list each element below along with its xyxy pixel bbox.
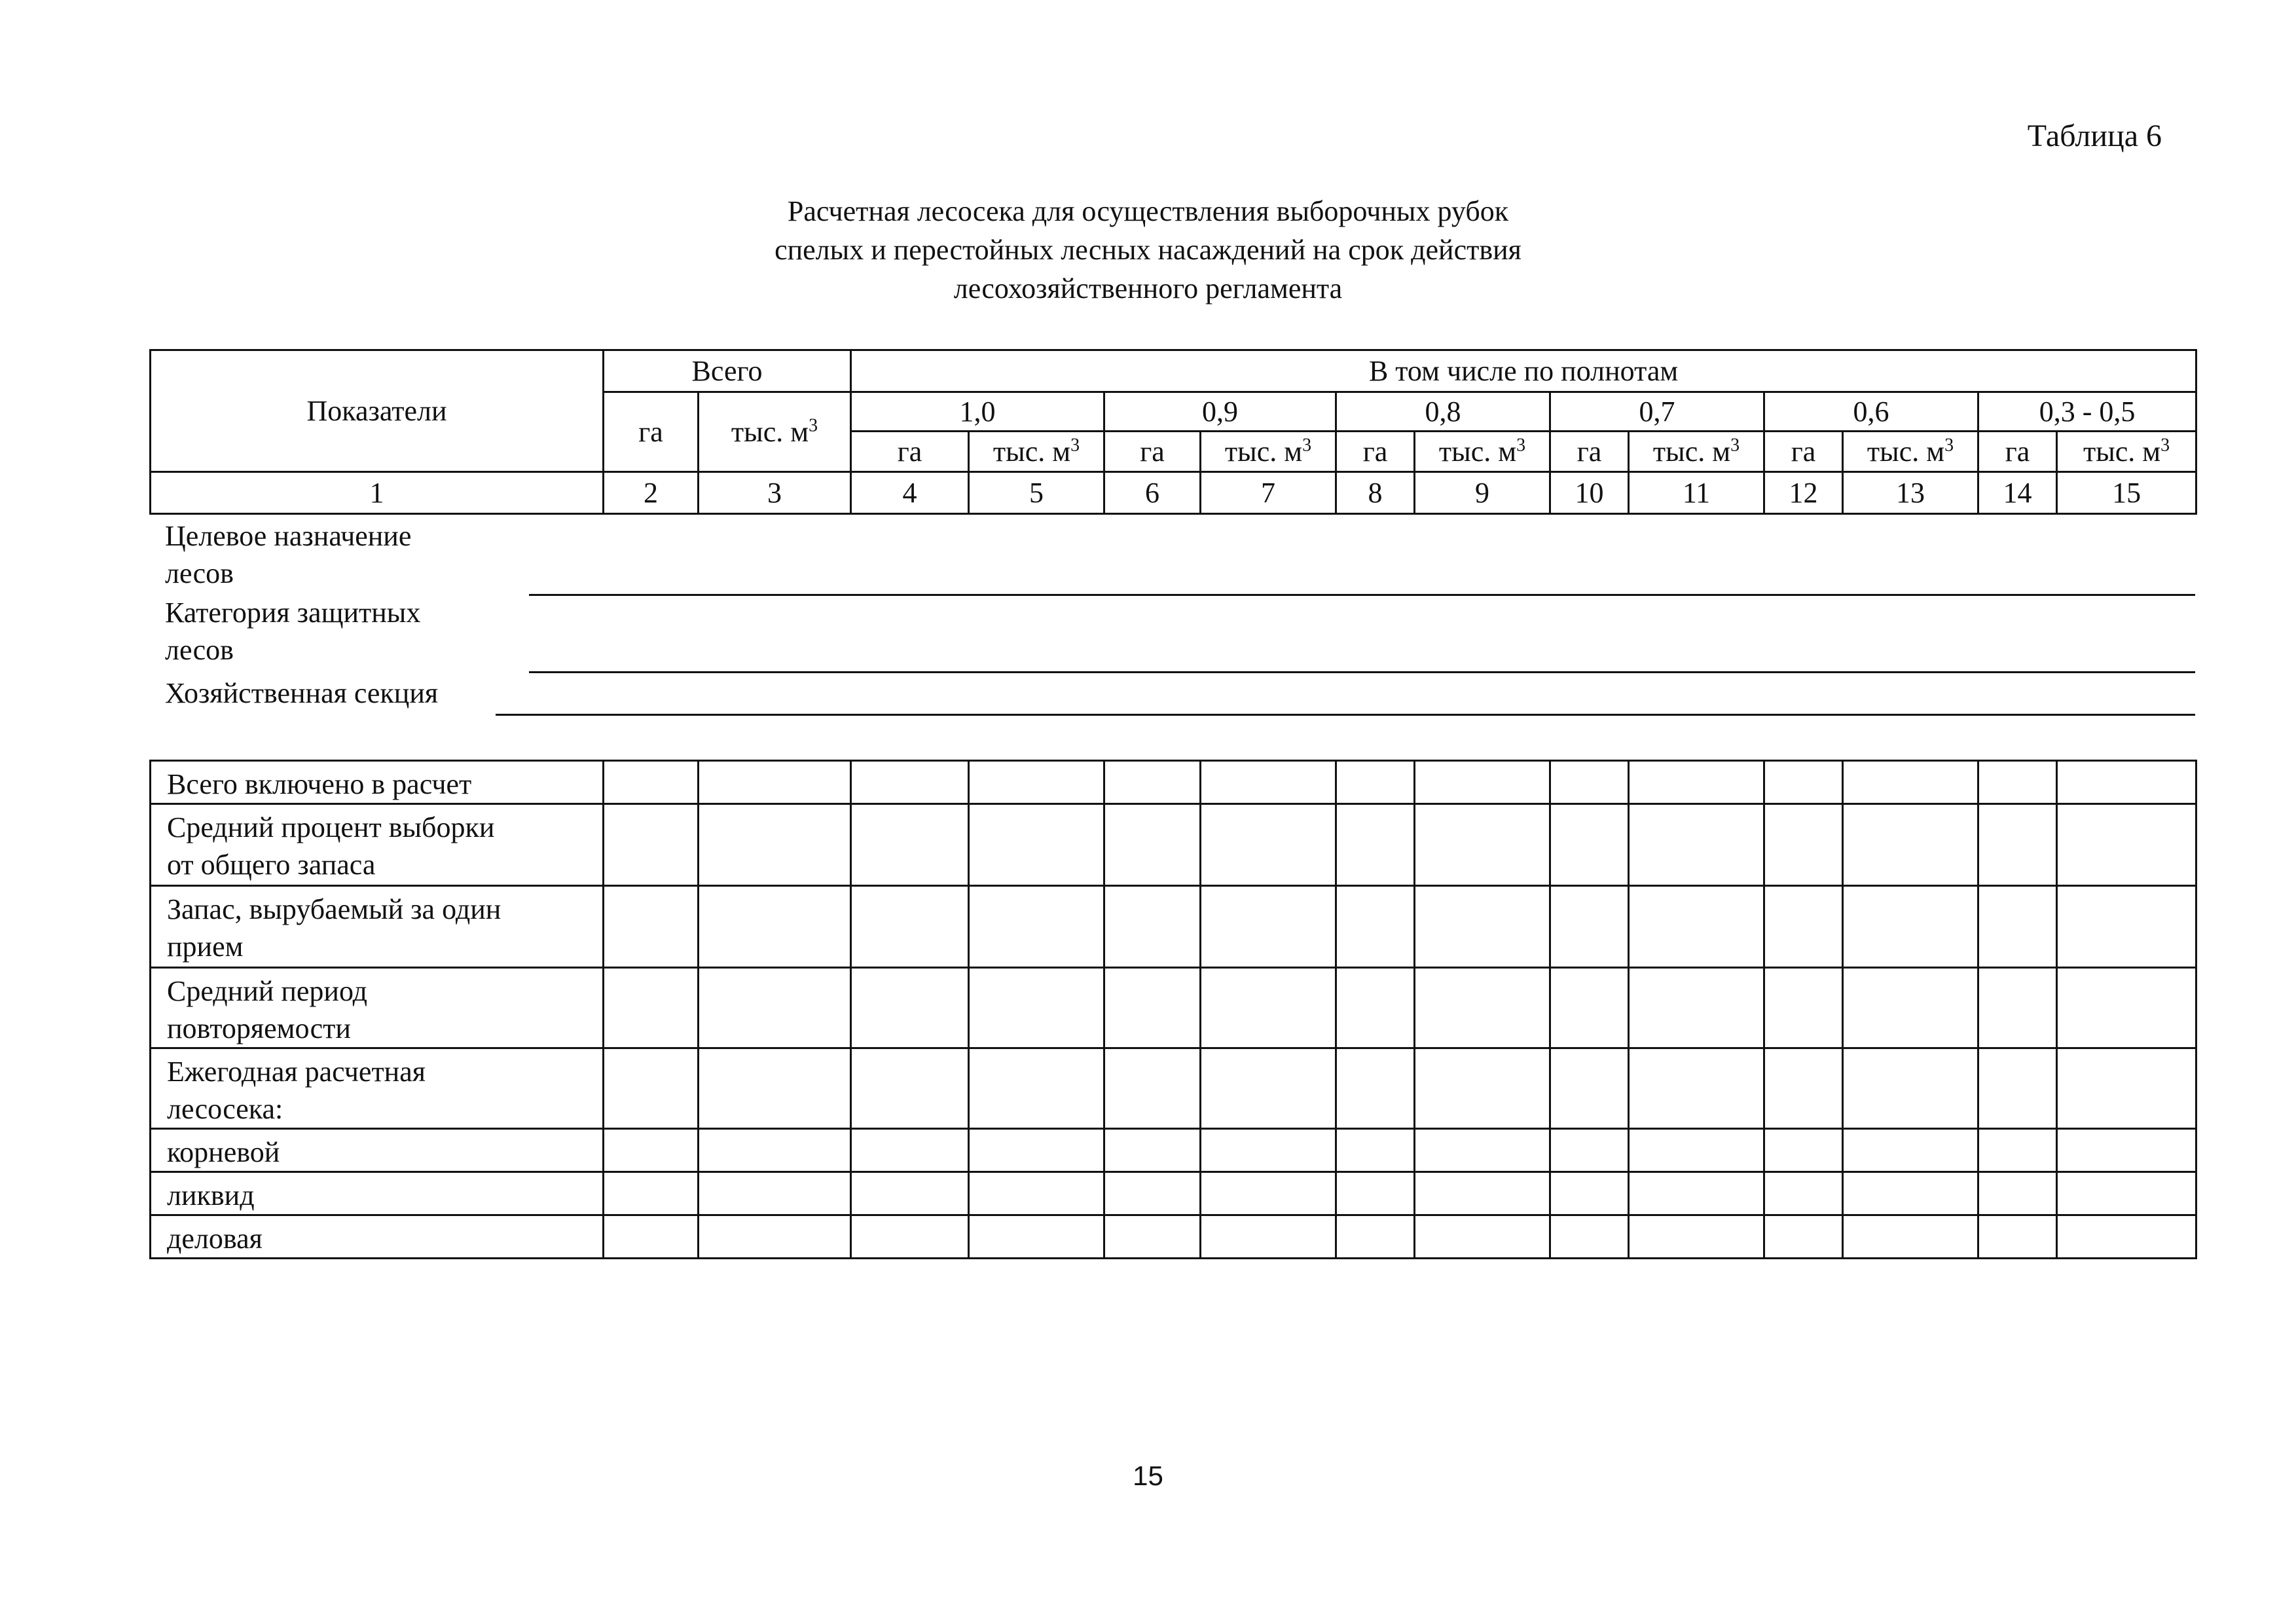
header-total-ha: га — [604, 392, 699, 472]
table-cell[interactable] — [969, 804, 1104, 886]
table-cell[interactable] — [1629, 1048, 1764, 1129]
table-cell[interactable] — [604, 968, 699, 1048]
table-cell[interactable] — [1415, 1048, 1550, 1129]
table-cell[interactable] — [969, 886, 1104, 968]
table-cell[interactable] — [1550, 968, 1629, 1048]
table-cell[interactable] — [1415, 1129, 1550, 1172]
table-cell[interactable] — [1550, 804, 1629, 886]
header-density: 0,8 — [1336, 392, 1550, 432]
table-cell[interactable] — [1843, 1048, 1978, 1129]
table-cell[interactable] — [1978, 761, 2057, 804]
header-density: 0,9 — [1104, 392, 1336, 432]
row-label: корневой — [151, 1129, 604, 1172]
table-cell[interactable] — [1978, 804, 2057, 886]
header-sub-ha: га — [1336, 432, 1415, 472]
table-row — [151, 804, 2196, 886]
table-cell[interactable] — [2057, 804, 2196, 886]
row-label: Средний процент выборки от общего запаса — [151, 804, 604, 886]
table-cell[interactable] — [1764, 968, 1843, 1048]
table-cell[interactable] — [1104, 761, 1201, 804]
table-cell[interactable] — [1415, 804, 1550, 886]
table-cell[interactable] — [1550, 1215, 1629, 1259]
table-cell[interactable] — [1550, 761, 1629, 804]
table-cell[interactable] — [1843, 1129, 1978, 1172]
header-sub-volume: тыс. $м^3$ — [1201, 432, 1336, 472]
header-sub-volume: тыс. $м^3$ — [2057, 432, 2196, 472]
table-cell[interactable] — [1843, 886, 1978, 968]
column-number: 8 — [1336, 472, 1415, 514]
table-cell[interactable] — [604, 761, 699, 804]
field-label-protective-category: Категория защитных лесов — [165, 597, 421, 666]
table-cell[interactable] — [1104, 804, 1201, 886]
table-cell[interactable] — [969, 761, 1104, 804]
table-cell[interactable] — [1201, 968, 1336, 1048]
table-cell[interactable] — [1629, 1129, 1764, 1172]
table-cell[interactable] — [604, 1048, 699, 1129]
header-sub-volume: тыс. $м^3$ — [1415, 432, 1550, 472]
column-number: 10 — [1550, 472, 1629, 514]
title-line: Расчетная лесосека для осуществления выборочных рубок — [787, 195, 1509, 227]
table-cell[interactable] — [1104, 1172, 1201, 1215]
table-cell[interactable] — [1336, 804, 1415, 886]
column-number: 3 — [699, 472, 851, 514]
column-number: 1 — [151, 472, 604, 514]
table-cell[interactable] — [969, 1172, 1104, 1215]
table-cell[interactable] — [1629, 804, 1764, 886]
table-cell[interactable] — [2057, 1172, 2196, 1215]
header-density: 0,7 — [1550, 392, 1764, 432]
table-cell[interactable] — [969, 1129, 1104, 1172]
table-cell[interactable] — [1629, 1172, 1764, 1215]
row-label: ликвид — [151, 1172, 604, 1215]
column-number: 4 — [851, 472, 969, 514]
column-number: 13 — [1843, 472, 1978, 514]
table-cell[interactable] — [1336, 1048, 1415, 1129]
table-cell[interactable] — [1550, 1048, 1629, 1129]
header-sub-volume: тыс. $м^3$ — [1843, 432, 1978, 472]
table-cell[interactable] — [851, 1215, 969, 1259]
table-cell[interactable] — [851, 886, 969, 968]
header-sub-ha: га — [851, 432, 969, 472]
table-cell[interactable] — [1843, 1172, 1978, 1215]
column-number: 12 — [1764, 472, 1843, 514]
table-cell[interactable] — [1764, 886, 1843, 968]
table-cell[interactable] — [1201, 1129, 1336, 1172]
table-cell[interactable] — [1415, 1172, 1550, 1215]
table-cell[interactable] — [699, 968, 851, 1048]
table-cell[interactable] — [1764, 1129, 1843, 1172]
field-line-protective-category — [529, 671, 2195, 673]
table-cell[interactable] — [1764, 1172, 1843, 1215]
header-density: 1,0 — [851, 392, 1104, 432]
column-number: 11 — [1629, 472, 1764, 514]
table-cell[interactable] — [1415, 968, 1550, 1048]
table-cell[interactable] — [851, 804, 969, 886]
table-cell[interactable] — [1201, 1215, 1336, 1259]
table-cell[interactable] — [1843, 761, 1978, 804]
table-cell[interactable] — [2057, 761, 2196, 804]
column-number: 7 — [1201, 472, 1336, 514]
table-row — [151, 968, 2196, 1048]
table-cell[interactable] — [1201, 1172, 1336, 1215]
table-cell[interactable] — [1629, 886, 1764, 968]
table-cell[interactable] — [699, 886, 851, 968]
table-cell[interactable] — [1978, 1172, 2057, 1215]
table-cell[interactable] — [969, 968, 1104, 1048]
table-cell[interactable] — [1764, 1215, 1843, 1259]
table-cell[interactable] — [2057, 886, 2196, 968]
table-cell[interactable] — [699, 1129, 851, 1172]
table-cell[interactable] — [2057, 1215, 2196, 1259]
title-line: лесохозяйственного регламента — [953, 272, 1343, 304]
field-line-purpose — [529, 594, 2195, 596]
table-cell[interactable] — [1104, 1048, 1201, 1129]
body-table — [149, 760, 2197, 1259]
table-cell[interactable] — [1843, 1215, 1978, 1259]
column-number: 14 — [1978, 472, 2057, 514]
table-row — [151, 761, 2196, 804]
column-number: 15 — [2057, 472, 2196, 514]
table-cell[interactable] — [851, 1172, 969, 1215]
title-line: спелых и перестойных лесных насаждений на срок действия — [774, 234, 1522, 266]
header-sub-volume: тыс. $м^3$ — [969, 432, 1104, 472]
table-cell[interactable] — [604, 1172, 699, 1215]
column-number: 6 — [1104, 472, 1201, 514]
table-cell[interactable] — [1978, 1129, 2057, 1172]
header-sub-ha: га — [1978, 432, 2057, 472]
table-cell[interactable] — [1336, 1129, 1415, 1172]
table-cell[interactable] — [1764, 804, 1843, 886]
table-cell[interactable] — [851, 1048, 969, 1129]
table-row — [151, 886, 2196, 968]
table-cell[interactable] — [1843, 968, 1978, 1048]
table-cell[interactable] — [1629, 1215, 1764, 1259]
table-cell[interactable] — [604, 1215, 699, 1259]
column-number: 5 — [969, 472, 1104, 514]
header-sub-ha: га — [1550, 432, 1629, 472]
table-cell[interactable] — [1336, 968, 1415, 1048]
row-label: Запас, вырубаемый за один прием — [151, 886, 604, 968]
table-row — [151, 1129, 2196, 1172]
table-cell[interactable] — [1550, 1129, 1629, 1172]
table-cell[interactable] — [1550, 1172, 1629, 1215]
table-cell[interactable] — [604, 1129, 699, 1172]
table-cell[interactable] — [1764, 1048, 1843, 1129]
table-cell[interactable] — [2057, 968, 2196, 1048]
table-cell[interactable] — [604, 804, 699, 886]
header-density: 0,3 - 0,5 — [1978, 392, 2196, 432]
table-row — [151, 1048, 2196, 1129]
table-cell[interactable] — [851, 1129, 969, 1172]
field-label-economic-section: Хозяйственная секция — [165, 677, 439, 709]
header-density: 0,6 — [1764, 392, 1978, 432]
table-cell[interactable] — [1764, 761, 1843, 804]
header-sub-volume: тыс. $м^3$ — [1629, 432, 1764, 472]
table-label: Таблица 6 — [2027, 119, 2162, 153]
column-number: 9 — [1415, 472, 1550, 514]
table-cell[interactable] — [1550, 886, 1629, 968]
table-cell[interactable] — [1104, 886, 1201, 968]
table-cell[interactable] — [1978, 968, 2057, 1048]
table-cell[interactable] — [969, 1215, 1104, 1259]
header-sub-ha: га — [1764, 432, 1843, 472]
table-cell[interactable] — [1104, 968, 1201, 1048]
header-including-by-density: В том числе по полнотам — [851, 350, 2196, 392]
table-cell[interactable] — [1415, 761, 1550, 804]
document-title — [0, 192, 2296, 308]
row-label: Средний период повторяемости — [151, 968, 604, 1048]
table-cell[interactable] — [604, 886, 699, 968]
row-label: Всего включено в расчет — [151, 761, 604, 804]
page-number: 15 — [1133, 1460, 1163, 1491]
field-line-economic-section — [496, 714, 2195, 716]
table-cell[interactable] — [1201, 886, 1336, 968]
table-cell[interactable] — [1201, 1048, 1336, 1129]
table-cell[interactable] — [969, 1048, 1104, 1129]
table-cell[interactable] — [1104, 1129, 1201, 1172]
row-label: Ежегодная расчетная лесосека: — [151, 1048, 604, 1129]
column-number: 2 — [604, 472, 699, 514]
table-cell[interactable] — [851, 761, 969, 804]
table-cell[interactable] — [1336, 886, 1415, 968]
table-cell[interactable] — [1201, 761, 1336, 804]
header-indicators: Показатели — [151, 350, 604, 472]
table-cell[interactable] — [1336, 761, 1415, 804]
header-table — [149, 349, 2197, 515]
table-cell[interactable] — [1415, 1215, 1550, 1259]
table-cell[interactable] — [1104, 1215, 1201, 1259]
table-cell[interactable] — [1201, 804, 1336, 886]
row-label: деловая — [151, 1215, 604, 1259]
table-cell[interactable] — [1978, 1048, 2057, 1129]
table-cell[interactable] — [1415, 886, 1550, 968]
field-label-purpose: Целевое назначение лесов — [165, 520, 412, 589]
table-cell[interactable] — [699, 1048, 851, 1129]
header-total-volume: тыс. $м^3$ — [699, 392, 851, 472]
table-cell[interactable] — [699, 1215, 851, 1259]
table-cell[interactable] — [1629, 761, 1764, 804]
table-cell[interactable] — [699, 1172, 851, 1215]
table-cell[interactable] — [1336, 1172, 1415, 1215]
table-row — [151, 1215, 2196, 1259]
table-cell[interactable] — [1629, 968, 1764, 1048]
table-cell[interactable] — [1978, 1215, 2057, 1259]
header-total: Всего — [604, 350, 851, 392]
header-sub-ha: га — [1104, 432, 1201, 472]
table-cell[interactable] — [1978, 886, 2057, 968]
table-cell[interactable] — [2057, 1129, 2196, 1172]
table-cell[interactable] — [699, 804, 851, 886]
table-cell[interactable] — [2057, 1048, 2196, 1129]
table-cell[interactable] — [699, 761, 851, 804]
table-cell[interactable] — [1843, 804, 1978, 886]
table-cell[interactable] — [851, 968, 969, 1048]
table-row — [151, 1172, 2196, 1215]
table-cell[interactable] — [1336, 1215, 1415, 1259]
